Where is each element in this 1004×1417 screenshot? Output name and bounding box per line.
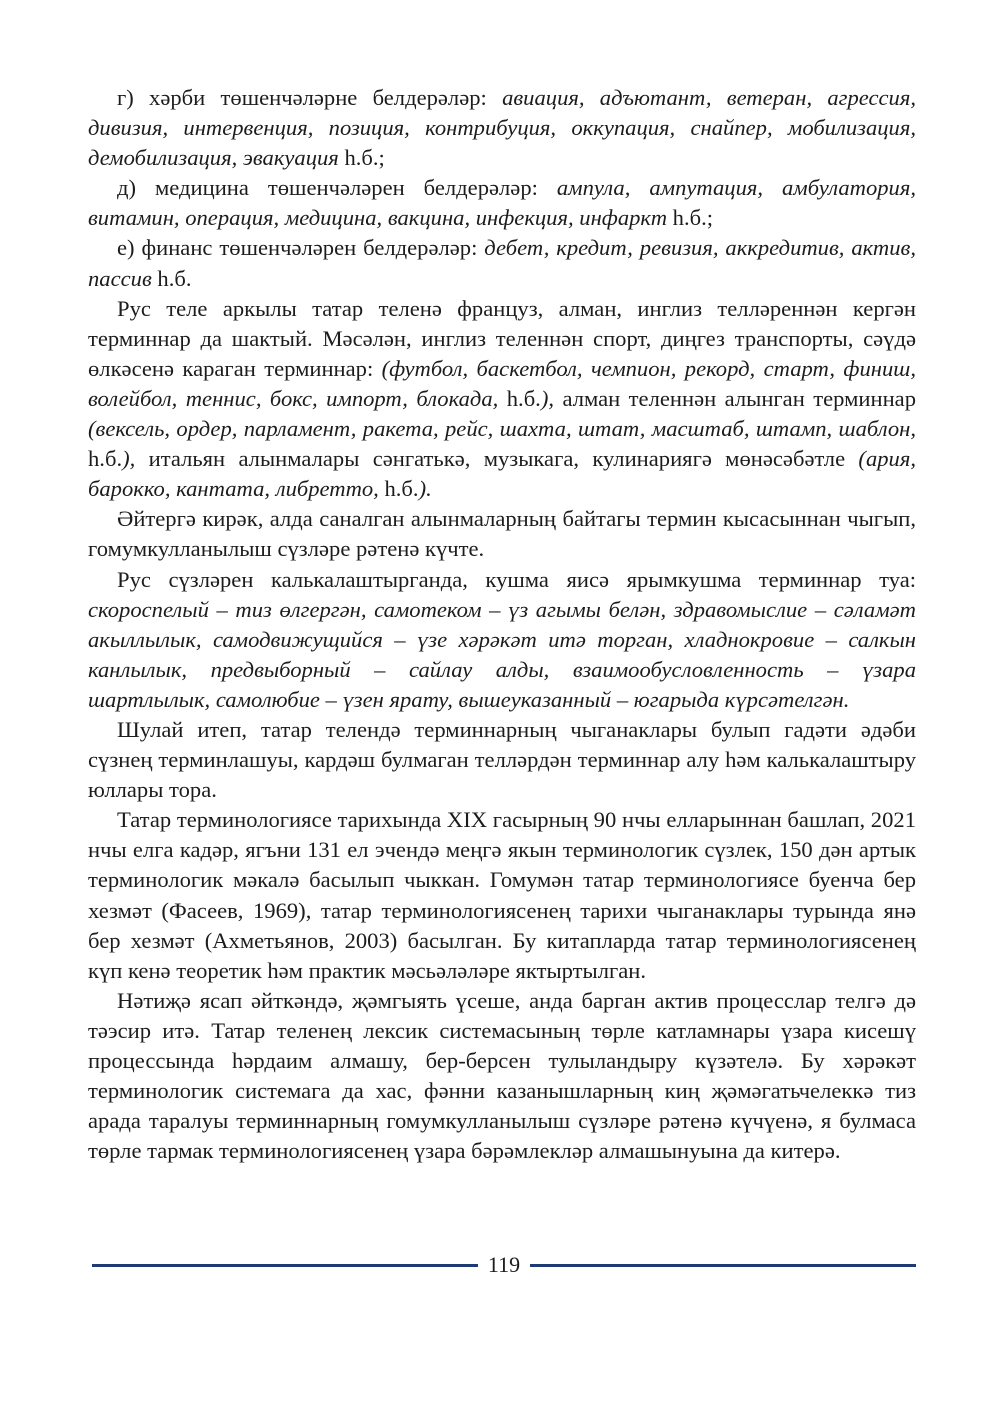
paragraph-text: д) медицина төшенчәләрен белдерәләр: — [117, 175, 557, 201]
term-examples: ), — [540, 385, 555, 411]
term-examples: ампула, ампутация, амбулатория, витамин, операция, медицина, вакцина, инфекция, инфаркт — [88, 175, 916, 231]
page-body — [88, 83, 916, 1166]
term-examples: ), — [122, 446, 136, 472]
paragraph-military-terms — [88, 83, 916, 173]
paragraph-borrowings — [88, 294, 916, 505]
paragraph-text: г) хәрби төшенчәләрне белдерәләр: — [117, 85, 503, 110]
paragraph-medical-terms — [88, 173, 916, 233]
term-examples: (ария, барокко, кантата, либретто, — [88, 446, 916, 502]
term-examples: (футбол, баскетбол, чемпион, рекорд, старт, финиш, волейбол, теннис, бокс, импорт, блокада, — [88, 355, 916, 411]
paragraph-text: һ.б. — [88, 446, 123, 472]
paragraph-conclusion: Нәтиҗә ясап әйткәндә, җәмгыять үсеше, анда барган актив процесслар телгә дә тәэсир итә. Татар теленең лексик системасының төрле катламнары үзара кисешү процессында һәрдаим алмашу, бер-берсен тулыландыру күзәтелә. Бу хәрәкәт терминологик системага да хас, фәнни казанышларның киң җәмәгатьчелеккә тиз арада таралуы терминнарның гомумкулланылыш сүзләре рәтенә күчүенә, я булмаса төрле тармак терминологиясенең үзара бәрәмлекләр алмашынуына да китерә. — [88, 987, 916, 1164]
paragraph-calques — [88, 565, 916, 715]
paragraph-text: һ.б. — [378, 476, 419, 502]
paragraph-text: һ.б.; — [667, 205, 714, 231]
paragraph-history: Татар терминологиясе тарихында XIX гасырның 90 нчы елларыннан башлап, 2021 нчы елга кадәр, ягъни 131 ел эчендә меңгә якын терминологик сүзлек, 150 дән артык терминологик мәкалә басылып чыккан. Гомумән татар терминологиясе буенча бер хезмәт (Фасеев, 1969), татар терминологиясенең тарихи чыганаклары турында янә бер хезмәт (Ахметьянов, 2003) басылган. Бу китапларда татар терминологиясенең күп кенә теоретик һәм практик мәсьәләләре яктыртылган. — [88, 807, 916, 983]
page-number: 119 — [487, 1252, 521, 1277]
term-examples: (вексель, ордер, парламент, ракета, рейс, шахта, штат, масштаб, штамп, шаблон, — [88, 416, 916, 442]
paragraph-text: һ.б. — [498, 385, 541, 411]
footer-rule-left — [92, 1264, 478, 1267]
term-examples: скороспелый – тиз өлгергән, самотеком – үз агымы белән, здравомыслие – сәламәт акыллылык, самодвижущийся – үзе хәрәкәт итә торган, хладнокровие – салкын канлылык, предвыборный – сайлау алды, взаимообусловленность – үзара шартлылык, самолюбие – үзен ярату, вышеуказанный – югарыда күрсәтелгән. — [88, 596, 916, 712]
term-examples: ). — [418, 476, 432, 502]
term-examples: авиация, адъютант, ветеран, агрессия, дивизия, интервенция, позиция, контрибуция, оккупация, снайпер, мобилизация, демобилизация, эвакуация — [88, 85, 916, 171]
paragraph-text: Рус теле аркылы татар теленә француз, алман, инглиз телләреннән кергән терминнар да шактый. Мәсәлән, инглиз теленнән спорт, диңгез транспорты, сәүдә өлкәсенә караган терминнар: — [88, 295, 916, 381]
paragraph-text: һ.б. — [151, 265, 192, 291]
page-footer — [92, 1250, 916, 1280]
paragraph-text: е) финанс төшенчәләрен белдерәләр: — [117, 235, 485, 261]
paragraph-text: итальян алынмалары сәнгатькә, музыкага, кулинариягә мөнәсәбәтле — [135, 446, 859, 472]
footer-rule-right — [530, 1264, 916, 1267]
term-examples: дебет, кредит, ревизия, аккредитив, актив, пассив — [88, 235, 917, 291]
paragraph-text: алман теленнән алынган терминнар — [554, 385, 916, 411]
paragraph-sources: Шулай итеп, татар телендә терминнарның чыганаклары булып гадәти әдәби сүзнең терминлашуы, кардәш булмаган телләрдән терминнар алу һәм калькалаштыру юллары тора. — [88, 716, 916, 803]
paragraph-finance-terms — [88, 233, 916, 293]
paragraph-text: һ.б.; — [338, 145, 385, 171]
paragraph-general-usage: Әйтергә кирәк, алда саналган алынмаларның байтагы термин кысасыннан чыгып, гомумкулланылыш сүзләре рәтенә күчте. — [88, 506, 916, 562]
paragraph-text: Рус сүзләрен калькалаштырганда, кушма яисә ярымкушма терминнар туа: — [117, 566, 916, 592]
